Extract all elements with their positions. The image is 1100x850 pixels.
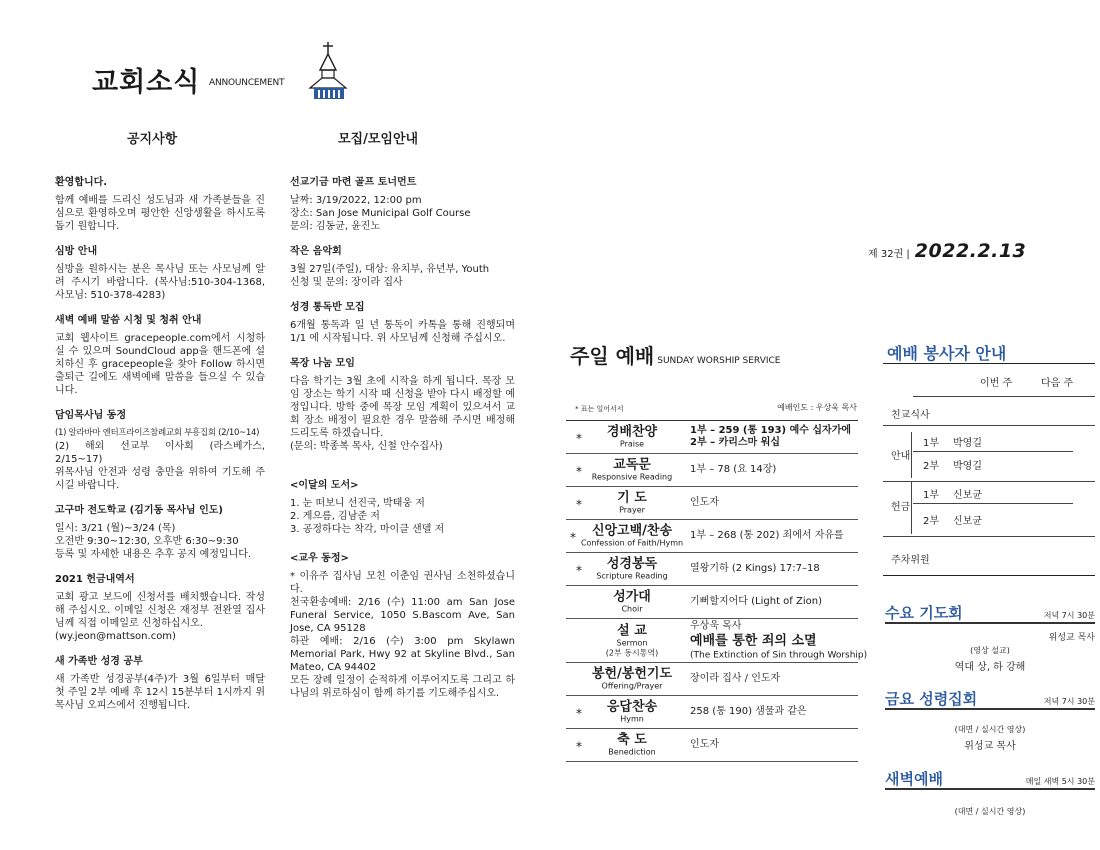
notice-text: 등록 및 자세한 내용은 추후 공지 예정입니다. [55,549,252,560]
recruit-text: 6개월 통독과 일 년 통독이 카톡을 통해 진행되며 1/1 에 시작됩니다. 위 사모님께 신청해 주십시오. [290,320,515,344]
notice-title: 환영합니다. [55,177,108,188]
wednesday-prayer [885,602,1095,672]
recruit-text: 문의: 김동균, 윤진노 [290,221,381,232]
dawn-service [885,768,1095,818]
worship-item-en: Hymn [620,714,644,724]
worship-row-offering [566,663,858,696]
worship-item-content: 기뻐할지어다 (Light of Zion) [690,596,822,607]
notice-text: (1) 알라바마 엔터프라이즈참례교회 부흥집회 (2/10~14) [55,428,260,438]
recruit-text: 모든 장례 일정이 순적하게 이루어지도록 그리고 하나님의 위로하심이 함께 하기를 기도해주십시오. [290,675,515,699]
worship-item-content: 열왕기하 (2 Kings) 17:7–18 [690,563,820,574]
offering-2-name: 신보균 [953,516,982,527]
worship-item-name: 봉헌/봉헌기도 [591,666,673,682]
notice-text: 교회 웹사이트 gracepeople.com에서 시청하실 수 있으며 SoundCloud app을 핸드폰에 설치하신 후 gracepeople을 찾아 Follow 하시면 출퇴근 길에도 새벽예배 말씀을 들으실 수 있습니다. [55,333,265,396]
recruit-text: 다음 학기는 3월 초에 시작을 하게 됩니다. 목장 모임 장소는 학기 시작 때 신청을 받아 다시 배정할 예정입니다. 방학 중에 목장 모임 계획이 있으셔서 교회 장소 배정이 필요한 경우 말씀해 주시면 배정해 드리도록 하겠습니다. [290,376,515,439]
standing-mark: * [576,739,582,754]
usher-2-service: 2부 [923,461,940,472]
chapel-icon [306,40,350,100]
worship-row-praise [566,421,858,454]
friday-time: 저녁 7시 30분 [1043,697,1095,706]
notice-offering-statement [55,573,265,643]
wednesday-note: (영상 설교) [970,646,1010,655]
notice-title: 새 가족반 성경 공부 [55,656,143,667]
worship-leader: 예배인도 : 우상욱 목사 [777,403,857,412]
notice-text: 일시: 3/21 (월)~3/24 (목) [55,523,176,534]
worship-item-name: 교독문 [613,457,651,473]
worship-item-en: Praise [619,439,645,449]
recruit-text: (문의: 박종복 목사, 신철 안수집사) [290,441,443,452]
interpretation-note: (2부 동시통역) [605,648,659,657]
issue-date: 2022.2.13 [914,240,1027,262]
worship-title-en: SUNDAY WORSHIP SERVICE [657,356,781,366]
bulletin-header [92,40,372,100]
worship-item-en: Offering/Prayer [601,681,663,691]
notice-new-family-study [55,655,265,712]
recruit-title: 작은 음악회 [290,246,342,257]
offering-1-service: 1부 [923,490,940,501]
worship-item-en: Confession of Faith/Hymn [580,538,684,548]
recruit-text: * 이유주 집사님 모친 이춘임 권사님 소천하셨습니다. [290,571,515,595]
recruit-member-news [290,552,515,700]
recruit-bible-reading [290,301,515,345]
divider [911,482,912,534]
preacher: 우상욱 목사 [690,620,742,631]
divider [913,451,1073,452]
notice-pastor-news [55,409,265,492]
notice-evangelism-school [55,504,265,561]
notice-title: 고구마 전도학교 (김기동 목사님 인도) [55,505,223,516]
divider [883,481,1095,482]
recruit-title: 선교기금 마련 골프 토너먼트 [290,177,417,188]
notice-title: 새벽 예배 말씀 시청 및 청취 안내 [55,315,202,326]
worship-title-ko: 주일 예배 [570,344,655,368]
servants-title: 예배 봉사자 안내 [887,344,1007,363]
notice-text: (2) 해외 선교부 이사회 (라스베가스, 2/15~17) [55,441,265,465]
divider [911,432,912,478]
recruit-text: 2. 게으름, 김남준 저 [290,511,380,522]
worship-item-content: 인도자 [690,497,719,508]
wednesday-time: 저녁 7시 30분 [1043,611,1095,620]
notice-dawn-sermon [55,314,265,397]
notice-text: 함께 예배를 드리신 성도님과 새 가족분들을 진심으로 환영하오며 평안한 신앙생활을 하시도록 돕기 원합니다. [55,195,265,232]
issue-info [868,240,1026,262]
dawn-title: 새벽예배 [885,770,943,788]
notices-column [55,176,265,724]
recruit-golf [290,176,515,233]
recruit-text: 신청 및 문의: 장이라 집사 [290,277,403,288]
notice-text: 오전반 9:30~12:30, 오후반 6:30~9:30 [55,536,239,547]
standing-mark: * [576,431,582,446]
notice-title: 2021 헌금내역서 [55,574,135,585]
recruitment-column [290,176,515,712]
bulletin-subtitle: ANNOUNCEMENT [209,78,285,88]
worship-item-name: 성경봉독 [606,556,658,572]
standing-mark: * [570,530,576,545]
recruit-text: 천국환송예배: 2/16 (수) 11:00 am San Jose Funeral Service, 1050 S.Bascom Ave, San Jose, CA 95128 [290,597,515,634]
wednesday-title: 수요 기도회 [885,604,963,622]
worship-item-en: Sermon [616,638,648,647]
col-this-week: 이번 주 [980,378,1013,389]
notice-visitation [55,245,265,302]
worship-item-content: 인도자 [690,739,719,750]
recruitment-header: 모집/모임안내 [338,132,419,147]
standing-mark: * [576,497,582,512]
recruit-cell-group [290,357,515,453]
worship-row-prayer [566,487,858,520]
notice-text: 위목사님 안전과 성령 충만을 위하여 기도해 주시길 바랍니다. [55,467,265,491]
recruit-books [290,479,515,536]
recruit-title: 성경 통독반 모집 [290,302,365,313]
divider [913,396,1095,397]
worship-item-name: 신앙고백/찬송 [591,523,673,539]
notices-header: 공지사항 [127,132,178,147]
recruit-text: 하관 예배: 2/16 (수) 3:00 pm Skylawn Memorial Park, Hwy 92 at Skyline Blvd., San Mateo, CA 94402 [290,636,515,673]
underline [885,622,1095,624]
notice-welcome [55,176,265,233]
notice-text: 새 가족반 성경공부(4주)가 3월 6일부터 매달 첫 주일 2부 예배 후 12시 15분부터 1시까지 위목사님 오피스에서 진행됩니다. [55,674,265,711]
recruit-concert [290,245,515,289]
worship-row-sermon [566,619,868,663]
issue-volume: 제 32권 | [868,249,910,260]
sermon-title-en: (The Extinction of Sin through Worship) [690,650,868,660]
worship-row-confession [566,520,858,553]
usher-label: 안내 [891,451,911,462]
dawn-note: (대면 / 실시간 영상) [954,807,1026,816]
worship-item-name: 축 도 [617,732,647,748]
worship-item-name: 기 도 [617,490,647,506]
worship-item-content: 2부 – 카리스마 워십 [690,437,781,448]
usher-1-service: 1부 [923,438,940,449]
worship-item-name: 설 교 [617,623,647,638]
worship-item-en: Prayer [619,505,645,515]
divider [913,503,1073,504]
parking-label: 주차위원 [891,555,930,566]
worship-row-hymn [566,696,858,729]
worship-row-responsive [566,454,858,487]
worship-item-en: Benediction [608,747,656,757]
worship-item-content: 장이라 집사 / 인도자 [690,673,781,684]
recruit-title: <이달의 도서> [290,480,359,491]
wednesday-leader: 위성교 목사 [1048,633,1095,643]
recruit-title: <교우 동정> [290,553,349,564]
worship-item-en: Scripture Reading [596,571,668,581]
worship-item-content: 1부 – 259 (통 193) 예수 십자가에 [690,425,852,436]
worship-item-name: 응답찬송 [606,699,658,715]
standing-mark: * [576,563,582,578]
worship-item-name: 성가대 [613,589,651,605]
worship-item-en: Responsive Reading [591,472,673,482]
notice-text: 심방을 원하시는 분은 목사님 또는 사모님께 알려 주시기 바랍니다. (목사님:510-304-1368, 사모님: 510-378-4283) [55,264,265,301]
standing-mark: * [576,464,582,479]
friday-title: 금요 성령집회 [885,690,978,708]
notice-title: 심방 안내 [55,246,98,257]
underline [885,708,1095,710]
notice-email[interactable]: (wy.jeon@mattson.com) [55,631,176,642]
friday-meeting [885,688,1095,750]
underline [885,788,1095,790]
worship-item-content: 1부 – 78 (요 14장) [690,464,777,475]
recruit-text: 3월 27일(주일), 대상: 유치부, 유년부, Youth [290,264,490,275]
divider [883,425,1095,426]
offering-2-service: 2부 [923,516,940,527]
worship-item-en: Choir [621,604,643,614]
recruit-text: 1. 눈 떠보니 선진국, 박태웅 저 [290,498,425,509]
notice-text: 교회 광고 보드에 신청서를 배치했습니다. 작성해 주십시오. 이메일 신청은 재정부 전완열 집사님께 직접 이메일로 신청하십시오. [55,592,265,629]
usher-1-name: 박영길 [953,438,982,449]
standing-note: * 표는 일어서서 [575,405,624,413]
fellowship-label: 친교식사 [891,410,930,421]
worship-item-name: 경배찬양 [606,424,658,440]
recruit-text: 날짜: 3/19/2022, 12:00 pm [290,195,422,206]
offering-label: 헌금 [891,502,911,513]
recruit-text: 3. 공정하다는 착각, 마이클 샌델 저 [290,524,445,535]
standing-mark: * [576,706,582,721]
divider [883,536,1095,537]
bulletin-title: 교회소식 [92,67,201,98]
offering-1-name: 신보균 [953,490,982,501]
wednesday-reading: 역대 상, 하 강해 [954,662,1026,673]
friday-leader: 위성교 목사 [964,741,1016,752]
worship-order-table [566,420,868,762]
recruit-title: 목장 나눔 모임 [290,358,355,369]
worship-title [570,340,780,369]
worship-row-scripture [566,553,858,586]
worship-row-benediction [566,729,858,762]
notice-title: 담임목사님 동정 [55,410,127,421]
recruit-text: 장소: San Jose Municipal Golf Course [290,208,471,219]
worship-item-content: 258 (통 190) 샘물과 같은 [690,706,807,717]
sermon-title: 예배를 통한 죄의 소멸 [690,633,817,648]
dawn-time: 매일 새벽 5시 30분 [1025,777,1095,786]
col-next-week: 다음 주 [1041,378,1074,389]
servants-table [883,363,1095,576]
usher-2-name: 박영길 [953,461,982,472]
worship-item-content: 1부 – 268 (통 202) 죄에서 자유를 [690,530,844,541]
worship-row-choir [566,586,858,619]
friday-note: (대면 / 실시간 영상) [954,725,1026,734]
